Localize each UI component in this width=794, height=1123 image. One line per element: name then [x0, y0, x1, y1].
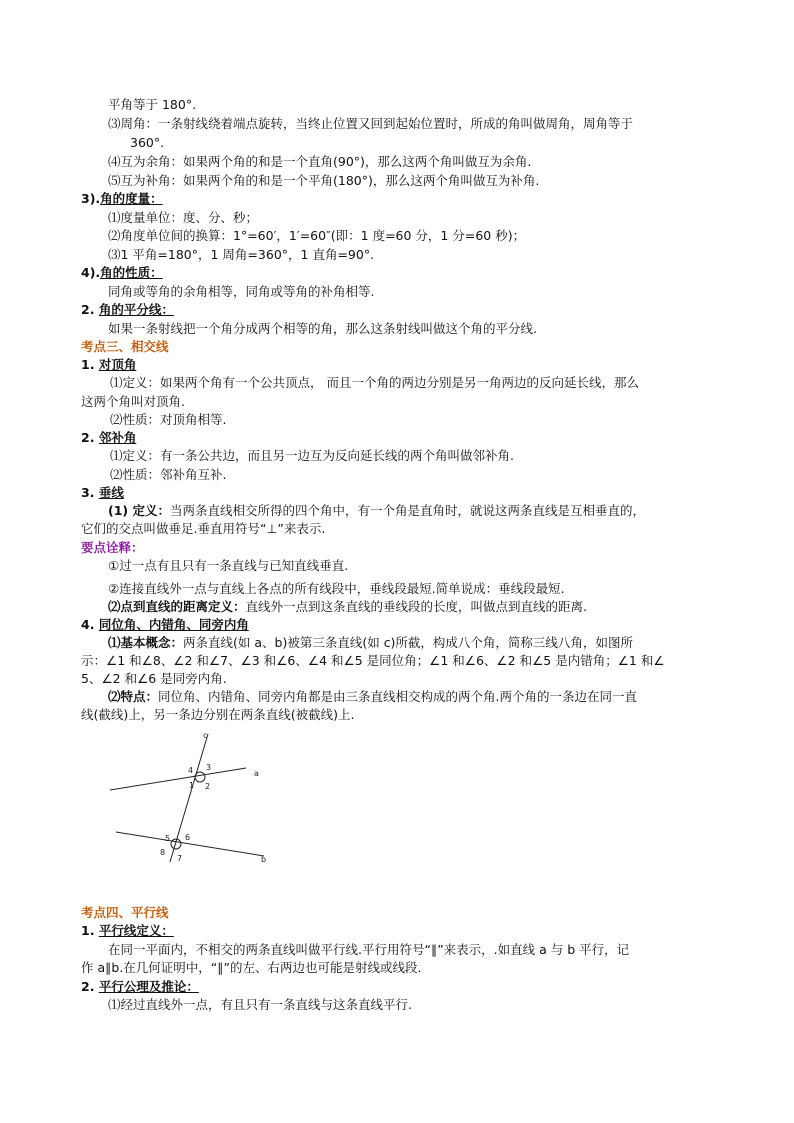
angle-label-5: 5 [165, 834, 171, 843]
text-line: 线(截线)上，另一条边分别在两条直线(被截线)上. [81, 707, 355, 722]
label-a: a [254, 769, 259, 778]
heading-number: 2. [81, 302, 95, 317]
angle-label-6: 6 [185, 833, 191, 842]
heading-number: 3. [81, 485, 95, 500]
text-line: 在同一平面内，不相交的两条直线叫做平行线.平行用符号“∥”来表示，.如直线 a 与 b 平行，记 [108, 942, 630, 957]
heading-angle-property [81, 264, 163, 282]
definition-label: ⑵特点： [108, 689, 159, 704]
text-line [108, 598, 587, 616]
text-line: 如果一条射线把一个角分成两个相等的角，那么这条射线叫做这个角的平分线. [108, 321, 537, 336]
definition-text: 直线外一点到这条直线的垂线段的长度，叫做点到直线的距离. [245, 599, 587, 614]
angle-label-2: 2 [205, 782, 211, 791]
text-line: ⑷互为余角：如果两个角的和是一个直角(90°)，那么这两个角叫做互为余角. [108, 154, 532, 169]
heading-parallel-definition [81, 922, 174, 940]
text-line [108, 502, 645, 520]
text-line: ⑴经过直线外一点，有且只有一条直线与这条直线平行. [108, 997, 412, 1012]
heading-angle-measure [81, 190, 163, 208]
heading-perpendicular [81, 484, 124, 502]
angle-label-7: 7 [177, 854, 183, 863]
three-lines-eight-angles-figure [100, 728, 290, 868]
text-line: 同角或等角的余角相等，同角或等角的补角相等. [108, 284, 375, 299]
text-line: ⑴度量单位：度、分、秒； [108, 210, 259, 225]
text-line: ⑵角度单位间的换算：1°=60′，1′=60″(即：1 度=60 分，1 分=60 秒)； [108, 228, 526, 243]
definition-text: 当两条直线相交所得的四个角中，有一个角是直角时，就说这两条直线是互相垂直的， [169, 503, 645, 518]
angle-label-8: 8 [160, 848, 166, 857]
heading-vertical-angles [81, 356, 136, 374]
text-line [108, 634, 633, 652]
label-b: b [261, 855, 267, 864]
text-line: ⑶周角：一条射线绕着端点旋转，当终止位置又回到起始位置时，所成的角叫做周角，周角等于 [108, 116, 634, 131]
text-line: ⑵性质：邻补角互补. [110, 467, 227, 482]
text-line: ⑸互为补角：如果两个角的和是一个平角(180°)，那么这两个角叫做互为补角. [108, 173, 540, 188]
text-line: 平角等于 180°. [108, 97, 197, 112]
text-line: 这两个角叫对顶角. [81, 394, 185, 409]
text-line: 示：∠1 和∠8、∠2 和∠7、∠3 和∠6、∠4 和∠5 是同位角；∠1 和∠6、∠2 和∠5 是内错角；∠1 和∠ [81, 653, 665, 668]
heading-title: 平行公理及推论： [98, 979, 199, 994]
heading-three-lines-eight-angles [81, 616, 249, 634]
text-line: ①过一点有且只有一条直线与已知直线垂直. [108, 558, 349, 573]
text-line: 作 a∥b.在几何证明中，“∥”的左、右两边也可能是射线或线段. [81, 960, 422, 975]
heading-title: 对顶角 [98, 357, 137, 372]
angle-label-1: 1 [189, 781, 195, 790]
line-a [110, 768, 246, 790]
heading-title: 同位角、内错角、同旁内角 [98, 617, 249, 632]
section-title-parallel-lines: 考点四、平行线 [81, 905, 169, 920]
heading-number: 1. [81, 923, 95, 938]
definition-label: ⑵点到直线的距离定义： [108, 599, 246, 614]
section-title-intersecting-lines: 考点三、相交线 [81, 339, 169, 354]
heading-title: 垂线 [98, 485, 124, 500]
definition-label: (1) 定义： [108, 503, 170, 518]
text-line: 360°. [130, 135, 165, 150]
heading-parallel-axiom [81, 978, 199, 996]
key-point-label: 要点诠释： [81, 540, 144, 555]
text-line [108, 688, 637, 706]
definition-text: 两条直线(如 a、b)被第三条直线(如 c)所截，构成八个角，简称三线八角，如图所 [183, 635, 633, 650]
heading-number: 2. [81, 430, 95, 445]
heading-title: 角的平分线： [98, 302, 174, 317]
text-line: 5、∠2 和∠6 是同旁内角. [81, 671, 227, 686]
heading-title: 角的性质： [100, 265, 163, 280]
angle-label-4: 4 [188, 766, 194, 775]
heading-number: 4. [81, 617, 95, 632]
text-line: ②连接直线外一点与直线上各点的所有线段中，垂线段最短.简单说成：垂线段最短. [108, 581, 565, 596]
text-line: ⑴定义：有一条公共边，而且另一边互为反向延长线的两个角叫做邻补角. [110, 448, 514, 463]
text-line: ⑴定义：如果两个角有一个公共顶点， 而且一个角的两边分别是另一角两边的反向延长线，那么 [110, 375, 639, 390]
heading-angle-bisector [81, 301, 174, 319]
heading-number: 4). [81, 265, 101, 280]
text-line: ⑵性质：对顶角相等. [110, 412, 227, 427]
transversal-c [170, 734, 211, 862]
label-c: c [203, 731, 208, 740]
definition-text: 同位角、内错角、同旁内角都是由三条直线相交构成的两个角.两个角的一条边在同一直 [158, 689, 637, 704]
heading-number: 3). [81, 191, 101, 206]
heading-title: 平行线定义： [98, 923, 174, 938]
heading-number: 1. [81, 357, 95, 372]
heading-adjacent-supplementary [81, 429, 136, 447]
angle-label-3: 3 [206, 763, 212, 772]
heading-number: 2. [81, 979, 95, 994]
definition-label: ⑴基本概念： [108, 635, 184, 650]
intersection-upper [195, 772, 205, 782]
heading-title: 邻补角 [98, 430, 137, 445]
heading-title: 角的度量： [100, 191, 163, 206]
text-line: 它们的交点叫做垂足.垂直用符号“⊥”来表示. [81, 521, 326, 536]
text-line: ⑶1 平角=180°，1 周角=360°，1 直角=90°. [108, 247, 375, 262]
